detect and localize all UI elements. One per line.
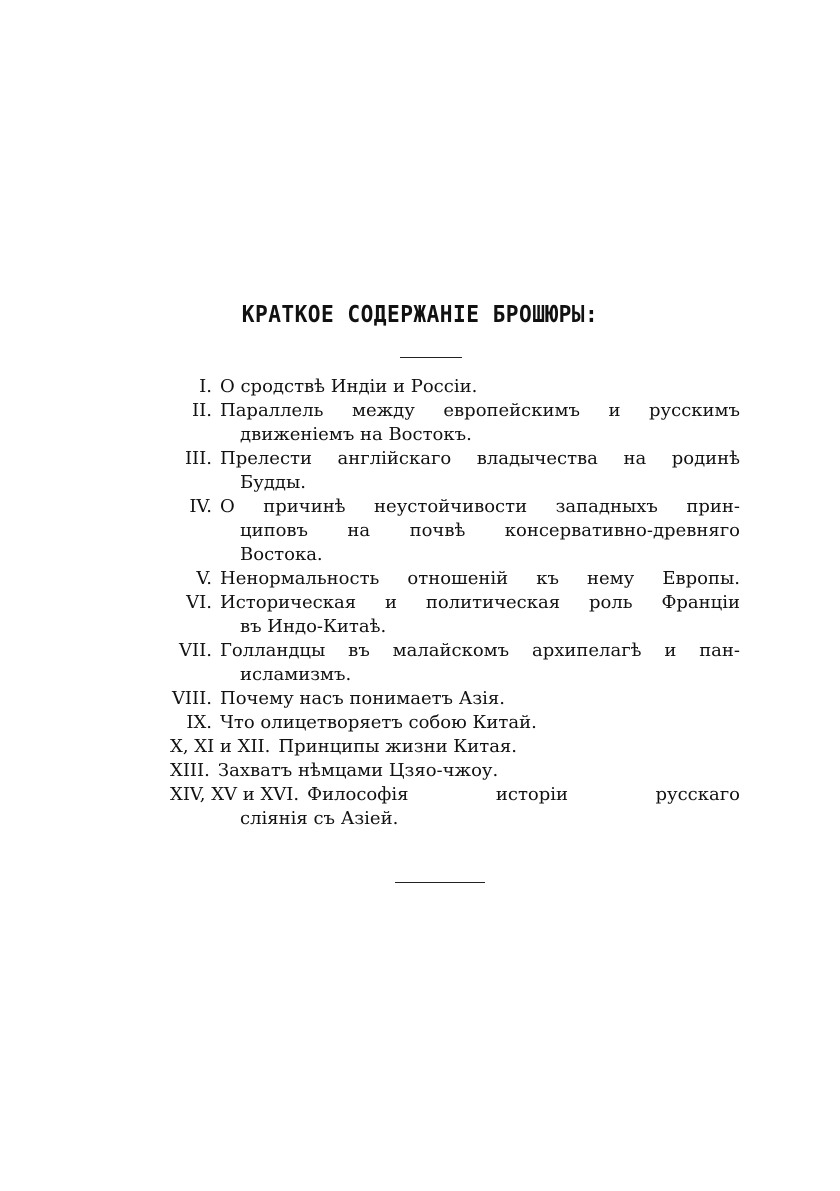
toc-entry-text xyxy=(220,495,740,567)
toc-entry-number: VII. xyxy=(179,640,212,661)
toc-entry-3 xyxy=(140,447,740,495)
toc-entry-1 xyxy=(140,375,740,399)
toc-entry-6 xyxy=(140,591,740,639)
toc-entry-text xyxy=(220,591,740,639)
toc-entry-text xyxy=(220,687,740,711)
toc-entry-number: XIII. xyxy=(170,760,210,781)
table-of-contents xyxy=(140,375,740,831)
toc-entry-number: II. xyxy=(192,400,212,421)
toc-entry-text xyxy=(220,567,740,591)
toc-entry-2 xyxy=(140,399,740,447)
toc-entry-continuation: движенiемъ на Востокъ. xyxy=(240,424,472,445)
toc-entry-number: I. xyxy=(199,376,212,397)
toc-entry-number: VI. xyxy=(186,592,212,613)
toc-entry-line: О сродствѣ Индіи и Россіи. xyxy=(220,376,478,397)
toc-entry-number: IX. xyxy=(186,712,212,733)
toc-entry-text xyxy=(220,639,740,687)
toc-entry-line: Параллель между европейскимъ и русскимъ xyxy=(220,400,740,421)
toc-entry-line: Ненормальность отношеній къ нему Европы. xyxy=(220,568,740,589)
toc-entry-line: Историческая и политическая роль Франціи xyxy=(220,592,740,613)
toc-entry-line: Что олицетворяетъ собою Китай. xyxy=(220,712,537,733)
toc-entry-number: VIII. xyxy=(171,688,212,709)
toc-entry-continuation: въ Индо-Китаѣ. xyxy=(240,616,387,637)
toc-entry-text xyxy=(220,399,740,447)
toc-entry-number: X, XI и XII. xyxy=(170,736,271,757)
toc-entry-continuation: Будды. xyxy=(240,472,307,493)
toc-entry-text xyxy=(307,783,740,807)
toc-entry-line: Прелести англійскаго владычества на родинѣ xyxy=(220,448,740,469)
toc-entry-text xyxy=(220,447,740,495)
toc-entry-number: V. xyxy=(196,568,212,589)
page-title: КРАТКОЕ СОДЕРЖАНІЕ БРОШЮРЫ: xyxy=(241,302,599,328)
toc-entry-line: Почему насъ понимаетъ Азія. xyxy=(220,688,506,709)
toc-entry-continuation: исламизмъ. xyxy=(240,664,352,685)
closing-divider xyxy=(395,882,485,883)
toc-entry-12-continuation-row xyxy=(140,807,740,831)
toc-entry-4 xyxy=(140,495,740,567)
toc-entry-continuation: Востока. xyxy=(240,544,323,565)
toc-entry-text xyxy=(220,711,740,735)
toc-entry-text xyxy=(218,759,740,783)
toc-entry-continuation: слiянія съ Азіей. xyxy=(240,808,399,829)
toc-entry-5 xyxy=(140,567,740,591)
toc-entry-line: Захватъ нѣмцами Цзяо-чжоу. xyxy=(217,760,499,781)
toc-entry-line: О причинѣ неустойчивости западныхъ прин- xyxy=(220,496,740,517)
toc-entry-number: XIV, XV и XVI. xyxy=(170,784,300,805)
toc-entry-number: IV. xyxy=(189,496,212,517)
toc-entry-text xyxy=(220,807,740,831)
toc-entry-9 xyxy=(140,711,740,735)
toc-entry-8 xyxy=(140,687,740,711)
toc-entry-number: III. xyxy=(184,448,212,469)
toc-entry-11 xyxy=(140,759,740,783)
toc-entry-line: Философія исторіи русскаго xyxy=(307,784,740,805)
toc-entry-7 xyxy=(140,639,740,687)
toc-entry-continuation: циповъ на почвѣ консервативно-древняго xyxy=(240,520,740,541)
title-divider xyxy=(400,357,462,358)
toc-entry-text xyxy=(278,735,740,759)
toc-entry-line: Принципы жизни Китая. xyxy=(278,736,518,757)
toc-entry-text xyxy=(220,375,740,399)
toc-entry-10 xyxy=(140,735,740,759)
toc-entry-line: Голландцы въ малайскомъ архипелагѣ и пан- xyxy=(220,640,740,661)
toc-entry-12 xyxy=(140,783,740,807)
